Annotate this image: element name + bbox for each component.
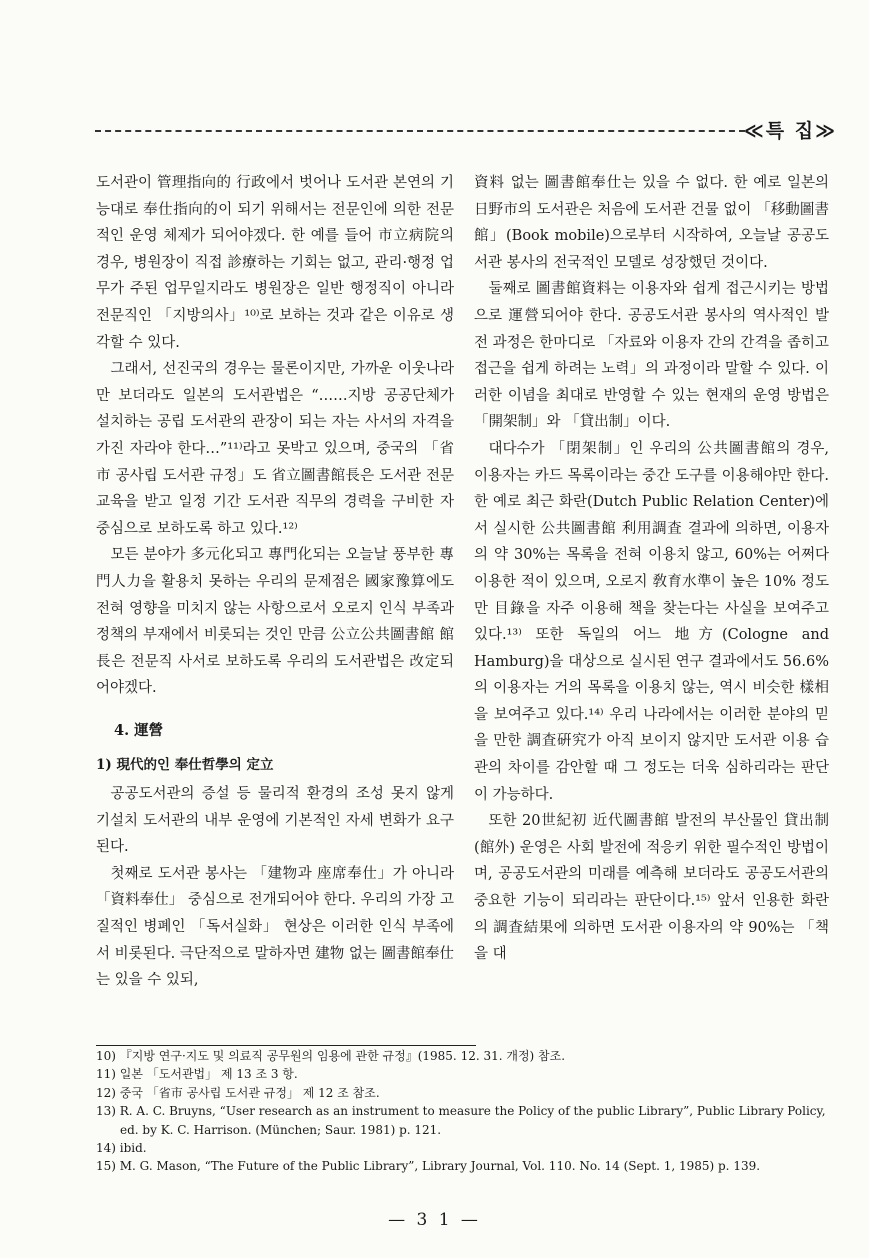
footnote: 14) ibid.	[96, 1141, 147, 1156]
footnote: 15) M. G. Mason, “The Future of the Public Library”, Library Journal, Vol. 110. No. 14 (Sept. 1, 1985) p. 139.	[96, 1159, 761, 1174]
page-number: — 3 1 —	[388, 1210, 481, 1230]
paragraph: 모든 분야가 多元化되고 專門化되는 오늘날 풍부한 專門人力을 활용치 못하는 우리의 문제점은 國家豫算에도 전혀 영향을 미치지 않는 사항으로서 오로지 인식 부족과 정책의 부재에서 비롯되는 것인 만큼 公立公共圖書館 館長은 전문직 사서로 보하도록 우리의 도서관법은 改定되어야겠다.	[96, 547, 454, 697]
left-column	[96, 170, 454, 994]
running-header	[95, 116, 837, 146]
paragraph: 도서관이 管理指向的 行政에서 벗어나 도서관 본연의 기능대로 奉仕指向的이 되기 위해서는 전문인에 의한 전문적인 운영 체제가 되어야겠다. 한 예를 들어 市立病院의 경우, 병원장이 직접 診療하는 기회는 없고, 관리·행정 업무가 주된 업무일지라도 병원장은 일반 행정직이 아니라 전문직인 「지방의사」¹⁰⁾로 보하는 것과 같은 이유로 생각할 수 있다.	[96, 175, 454, 351]
subsection-heading: 1) 現代的인 奉仕哲學의 定立	[96, 757, 274, 774]
section-title: ≪특 집≫	[743, 120, 837, 142]
section-heading: 4. 運營	[114, 721, 164, 739]
paragraph: 공공도서관의 증설 등 물리적 환경의 조성 못지 않게 기설치 도서관의 내부 운영에 기본적인 자세 변화가 요구된다.	[96, 786, 454, 856]
paragraph: 또한 20世紀初 近代圖書館 발전의 부산물인 貸出制(館外) 운영은 사회 발전에 적응키 위한 필수적인 방법이며, 공공도서관의 미래를 예측해 보더라도 공공도서관의 중요한 기능이 되리라는 판단이다.¹⁵⁾ 앞서 인용한 화란의 調査結果에 의하면 도서관 이용자의 약 90%는 「책을 대	[474, 813, 829, 963]
footnotes	[96, 1047, 831, 1176]
footnote: 11) 일본 「도서관법」 제 13 조 3 항.	[96, 1067, 298, 1082]
paragraph: 대다수가 「閉架制」인 우리의 公共圖書館의 경우, 이용자는 카드 목록이라는 중간 도구를 이용해야만 한다. 한 예로 최근 화란(Dutch Public Relation Center)에서 실시한 公共圖書館 利用調査 결과에 의하면, 이용자의 약 30%는 목록을 전혀 이용치 않고, 60%는 어쩌다 이용한 적이 있으며, 오로지 敎育水準이 높은 10% 정도만 目錄을 자주 이용해 책을 찾는다는 사실을 보여주고 있다.¹³⁾ 또한 독일의 어느 地方(Cologne and Hamburg)을 대상으로 실시된 연구 결과에서도 56.6%의 이용자는 거의 목록을 이용치 않는, 역시 비슷한 樣相을 보여주고 있다.¹⁴⁾ 우리 나라에서는 이러한 분야의 믿을 만한 調査硏究가 아직 보이지 않지만 도서관 이용 습관의 차이를 감안할 때 그 정도는 더욱 심하리라는 판단이 가능하다.	[474, 440, 829, 803]
footnote: 10) 『지방 연구·지도 및 의료직 공무원의 임용에 관한 규정』(1985. 12. 31. 개정) 참조.	[96, 1049, 566, 1063]
footnote-rule	[96, 1045, 476, 1046]
header-dashed-rule	[95, 130, 745, 132]
footnote: 12) 중국 「省市 공사립 도서관 규정」 제 12 조 참조.	[96, 1085, 380, 1100]
footnote: 13) R. A. C. Bruyns, “User research as an instrument to measure the Policy of the public Library”, Public Library Policy, ed. by K. C. Harrison. (München; Saur. 1981) p. 121.	[96, 1104, 826, 1137]
paragraph: 첫째로 도서관 봉사는 「建物과 座席奉仕」가 아니라 「資料奉仕」 중심으로 전개되어야 한다. 우리의 가장 고질적인 병폐인 「독서실화」 현상은 이러한 인식 부족에서 비롯된다. 극단적으로 말하자면 建物 없는 圖書館奉仕는 있을 수 있되,	[96, 865, 454, 989]
right-column	[474, 170, 829, 968]
paragraph: 資料 없는 圖書館奉仕는 있을 수 없다. 한 예로 일본의 日野市의 도서관은 처음에 도서관 건물 없이 「移動圖書館」(Book mobile)으로부터 시작하여, 오늘날 공공도서관 봉사의 전국적인 모델로 성장했던 것이다.	[474, 175, 829, 271]
paragraph: 둘째로 圖書館資料는 이용자와 쉽게 접근시키는 방법으로 運營되어야 한다. 공공도서관 봉사의 역사적인 발전 과정은 한마디로 「자료와 이용자 간의 간격을 좁히고 접근을 쉽게 하려는 노력」의 과정이라 말할 수 있다. 이러한 이념을 최대로 반영할 수 있는 현재의 운영 방법은 「開架制」와 「貸出制」이다.	[474, 281, 829, 431]
paragraph: 그래서, 선진국의 경우는 물론이지만, 가까운 이웃나라만 보더라도 일본의 도서관법은 “……지방 공공단체가 설치하는 공립 도서관의 관장이 되는 자는 사서의 자격을 가진 자라야 한다…”¹¹⁾라고 못박고 있으며, 중국의 「省市 공사립 도서관 규정」도 省立圖書館長은 도서관 전문 교육을 받고 일정 기간 도서관 직무의 경력을 구비한 자 중심으로 보하도록 하고 있다.¹²⁾	[96, 361, 454, 537]
